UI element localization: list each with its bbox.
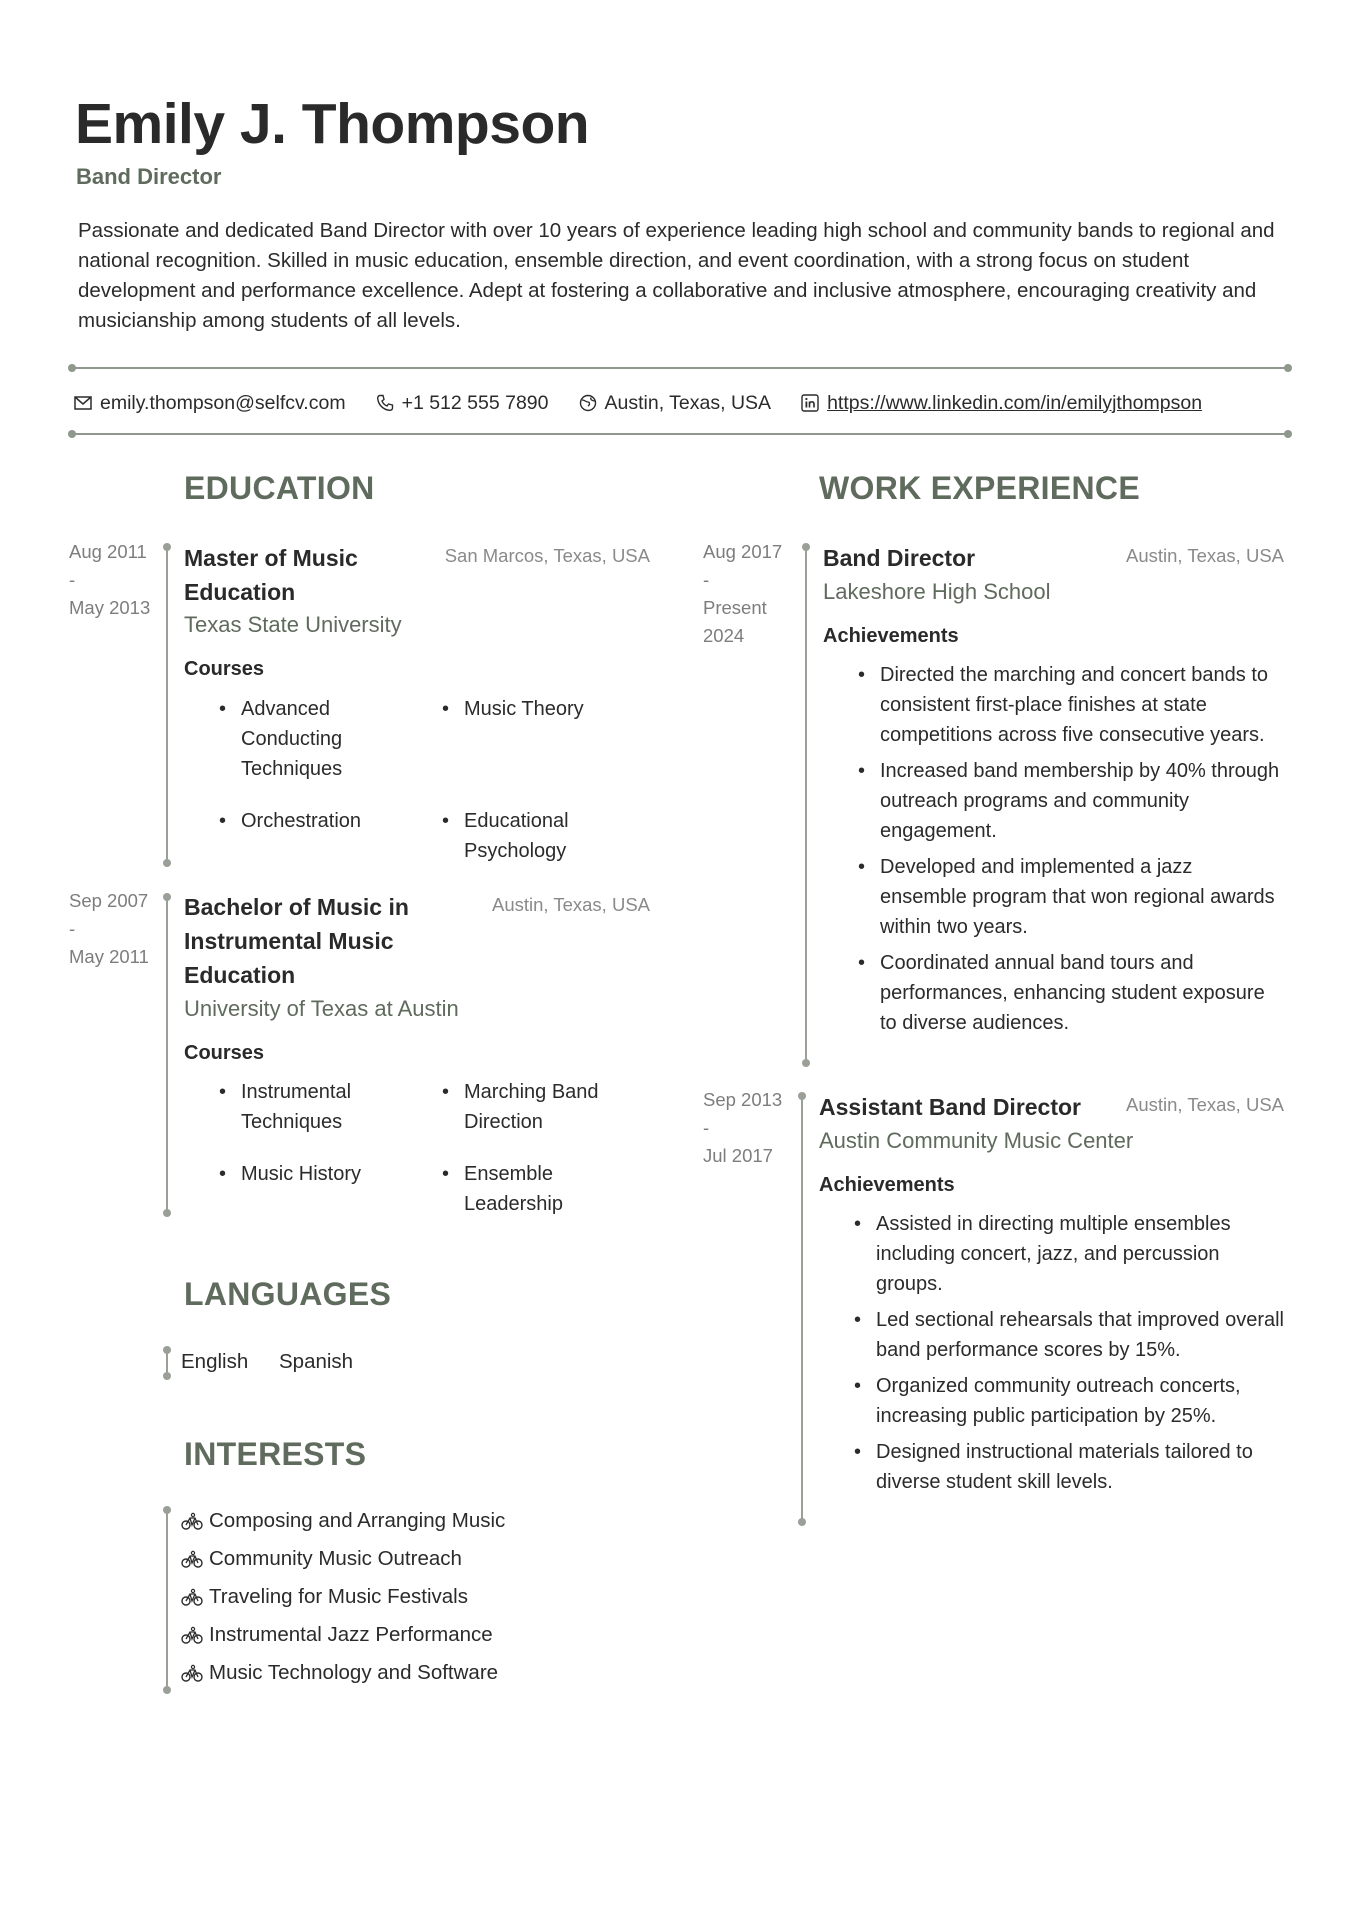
contact-bar	[74, 388, 1294, 418]
contact-linkedin[interactable]	[801, 392, 1202, 415]
education-2-end: May 2011	[69, 946, 149, 967]
interest-item	[181, 1540, 505, 1578]
job-title: Band Director	[76, 164, 222, 189]
achievement-item: • Coordinated annual band tours and performances, enhancing student exposure to diverse audiences.	[880, 948, 1280, 1038]
candidate-name: Emily J. Thompson	[75, 92, 590, 156]
bicycle-icon	[181, 1588, 203, 1606]
divider-top	[70, 367, 1290, 369]
education-2-school: University of Texas at Austin	[184, 996, 459, 1021]
divider-bottom	[70, 433, 1290, 435]
education-2-dates	[69, 887, 169, 971]
work-2-location: Austin, Texas, USA	[1125, 1094, 1284, 1115]
work-1-sep: -	[703, 569, 710, 590]
work-2-sep: -	[703, 1117, 710, 1138]
bicycle-icon	[181, 1512, 203, 1530]
contact-email[interactable]	[74, 392, 346, 415]
linkedin-icon	[801, 394, 819, 412]
bicycle-icon	[181, 1664, 203, 1682]
education-1-location: San Marcos, Texas, USA	[444, 545, 650, 566]
work-heading: WORK EXPERIENCE	[819, 470, 1140, 506]
education-2-degree-line3: Education	[184, 962, 296, 988]
education-1-timeline	[166, 547, 168, 863]
contact-phone[interactable]	[376, 392, 549, 415]
education-1-course: • Educational Psychology	[464, 806, 624, 866]
work-1-dates	[703, 538, 803, 650]
work-2-achievements	[876, 1209, 1286, 1503]
education-2-course: • Marching Band Direction	[464, 1077, 644, 1137]
linkedin-link[interactable]: https://www.linkedin.com/in/emilyjthompson	[827, 391, 1203, 414]
interest-item	[181, 1578, 505, 1616]
work-1-start: Aug 2017	[703, 541, 783, 562]
education-1-course: • Music Theory	[464, 694, 654, 724]
education-1-degree	[184, 541, 358, 609]
work-2-timeline	[801, 1096, 803, 1522]
interest-item	[181, 1616, 505, 1654]
profile-summary: Passionate and dedicated Band Director with over 10 years of experience leading high school and community bands to regional and national recognition. Skilled in music education, ensemble direction, and event coordination, with a strong focus on student development and performance excellence. Adept at fostering a collaborative and inclusive atmosphere, encouraging creativity and musicianship among students of all levels.	[78, 219, 1275, 332]
envelope-icon	[74, 396, 92, 410]
achievement-item: • Developed and implemented a jazz ensemble program that won regional awards within two years.	[880, 852, 1280, 942]
education-2-degree	[184, 890, 409, 992]
location-text: Austin, Texas, USA	[604, 391, 772, 414]
achievement-item: • Assisted in directing multiple ensembles including concert, jazz, and percussion groups.	[876, 1209, 1286, 1299]
education-2-sep: -	[69, 918, 76, 939]
work-2-dates	[703, 1086, 803, 1170]
work-1-company: Lakeshore High School	[823, 579, 1051, 604]
work-2-end: Jul 2017	[703, 1145, 773, 1166]
achievement-item: • Directed the marching and concert bands to consistent first-place finishes at state competitions across five consecutive years.	[880, 660, 1280, 750]
contact-location	[579, 392, 772, 415]
languages-heading: LANGUAGES	[184, 1276, 392, 1312]
email-text: emily.thompson@selfcv.com	[100, 391, 346, 414]
language-item: English	[181, 1350, 249, 1373]
work-1-end: Present	[703, 597, 767, 618]
education-2-course: • Ensemble Leadership	[464, 1159, 624, 1219]
education-1-start: Aug 2011	[69, 541, 147, 562]
work-2-start: Sep 2013	[703, 1089, 783, 1110]
interest-label: Community Music Outreach	[209, 1547, 462, 1570]
work-1-title: Band Director	[823, 545, 976, 571]
work-1-achievements-label: Achievements	[823, 625, 959, 647]
interest-label: Composing and Arranging Music	[209, 1509, 506, 1532]
education-1-course: • Orchestration	[241, 806, 411, 836]
language-item: Spanish	[279, 1350, 354, 1373]
achievement-item: • Organized community outreach concerts, increasing public participation by 25%.	[876, 1371, 1286, 1431]
education-2-timeline	[166, 897, 168, 1213]
education-2-start: Sep 2007	[69, 890, 149, 911]
achievement-item: • Led sectional rehearsals that improved overall band performance scores by 15%.	[876, 1305, 1286, 1365]
education-1-course: • Advanced Conducting Techniques	[241, 694, 411, 784]
achievement-item: • Increased band membership by 40% through outreach programs and community engagement.	[880, 756, 1280, 846]
education-1-degree-line1: Master of Music	[184, 545, 358, 571]
education-1-school: Texas State University	[184, 612, 402, 637]
education-2-degree-line1: Bachelor of Music in	[184, 894, 409, 920]
education-2-degree-line2: Instrumental Music	[184, 928, 394, 954]
work-2-title: Assistant Band Director	[819, 1094, 1082, 1120]
bicycle-icon	[181, 1626, 203, 1644]
interests-heading: INTERESTS	[184, 1436, 367, 1472]
interest-label: Instrumental Jazz Performance	[209, 1623, 493, 1646]
education-2-course: • Music History	[241, 1159, 401, 1189]
education-2-course: • Instrumental Techniques	[241, 1077, 401, 1137]
education-1-dates	[69, 538, 169, 622]
work-1-achievements	[880, 660, 1280, 1044]
education-1-courses-label: Courses	[184, 658, 265, 680]
interest-item	[181, 1502, 505, 1540]
education-heading: EDUCATION	[184, 470, 375, 506]
globe-icon	[579, 394, 597, 412]
work-2-company: Austin Community Music Center	[819, 1128, 1134, 1153]
achievement-item: • Designed instructional materials tailored to diverse student skill levels.	[876, 1437, 1286, 1497]
work-1-timeline	[805, 547, 807, 1063]
phone-text: +1 512 555 7890	[401, 391, 549, 414]
languages-timeline	[166, 1350, 168, 1376]
interests-list	[181, 1502, 505, 1692]
interests-timeline	[166, 1510, 168, 1690]
phone-icon	[376, 394, 394, 412]
interest-label: Music Technology and Software	[209, 1661, 499, 1684]
education-1-end: May 2013	[69, 597, 151, 618]
education-2-courses-label: Courses	[184, 1042, 265, 1064]
education-2-location: Austin, Texas, USA	[491, 894, 650, 915]
work-2-achievements-label: Achievements	[819, 1174, 955, 1196]
interest-item	[181, 1654, 505, 1692]
work-1-end-year: 2024	[703, 625, 745, 646]
bicycle-icon	[181, 1550, 203, 1568]
education-1-sep: -	[69, 569, 76, 590]
interest-label: Traveling for Music Festivals	[209, 1585, 468, 1608]
education-1-degree-line2: Education	[184, 579, 296, 605]
work-1-location: Austin, Texas, USA	[1125, 545, 1284, 566]
